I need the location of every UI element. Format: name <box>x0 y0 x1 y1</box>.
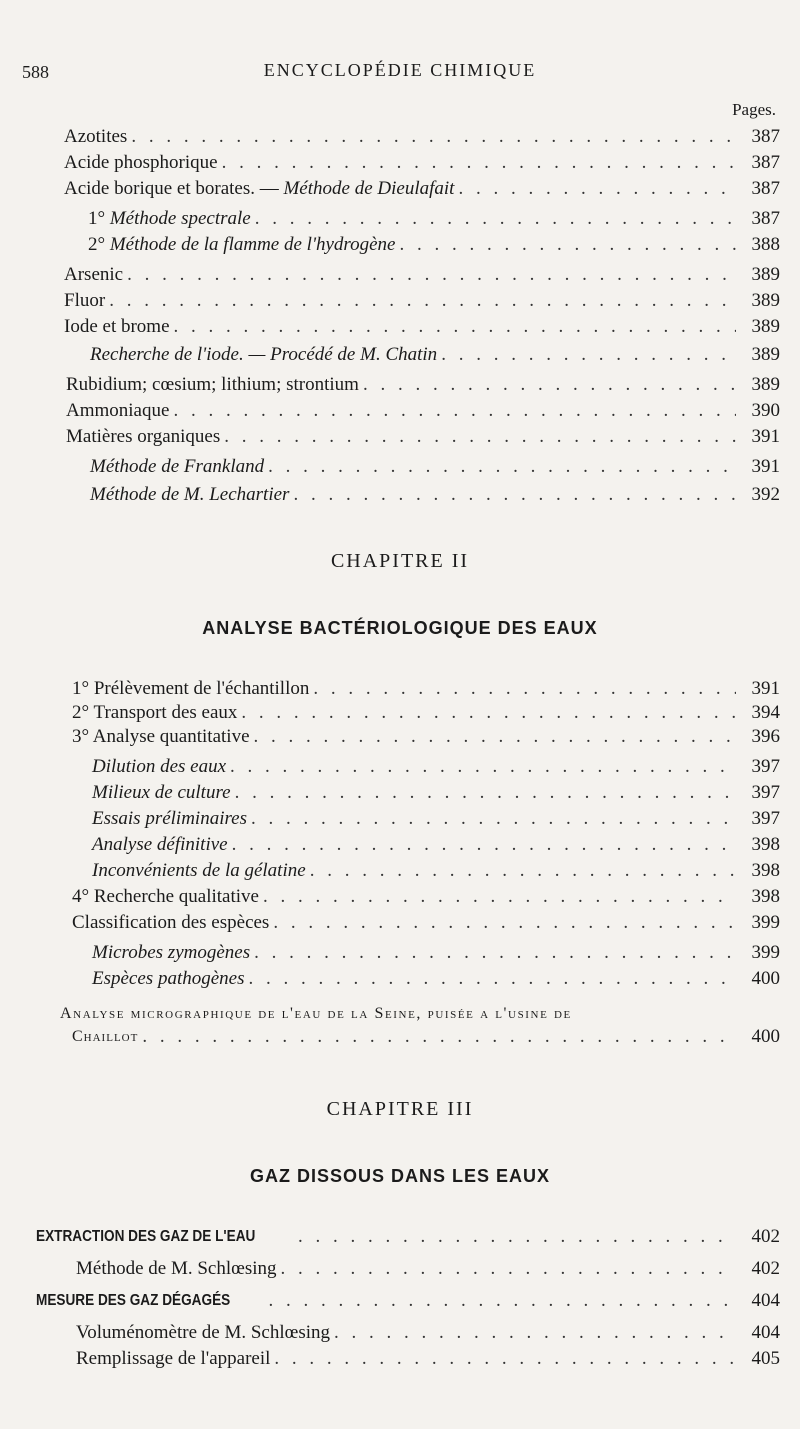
toc-entry: Acide phosphorique . . . 387 <box>0 150 800 176</box>
pages-column-label: Pages. <box>732 100 776 119</box>
toc-entry: Espèces pathogènes . . . 400 <box>0 966 800 992</box>
toc-entry: Rubidium; cœsium; lithium; strontium . . . 389 <box>0 372 800 398</box>
toc-entry: 2° Transport des eaux . . . 394 <box>0 700 800 726</box>
toc-entry: Remplissage de l'appareil . . . 405 <box>0 1346 800 1372</box>
toc-entry: EXTRACTION DES GAZ DE L'EAU . . . 402 <box>0 1224 800 1250</box>
toc-entry: 4° Recherche qualitative . . . 398 <box>0 884 800 910</box>
toc-entry: Méthode de Frankland . . . 391 <box>0 454 800 480</box>
chapter-title: ANALYSE BACTÉRIOLOGIQUE DES EAUX <box>202 618 598 638</box>
page-header <box>0 60 800 90</box>
toc-entry: Inconvénients de la gélatine . . . 398 <box>0 858 800 884</box>
toc-entry: Essais préliminaires . . . 397 <box>0 806 800 832</box>
toc-entry: Voluménomètre de M. Schlœsing . . . 404 <box>0 1320 800 1346</box>
toc-entry: Microbes zymogènes . . . 399 <box>0 940 800 966</box>
toc-entry: Acide borique et borates. — Méthode de Dieulafait . . . 387 <box>0 176 800 202</box>
toc-entry: Recherche de l'iode. — Procédé de M. Chatin . . . 389 <box>0 342 800 368</box>
toc-entry: Milieux de culture . . . 397 <box>0 780 800 806</box>
toc-entry: MESURE DES GAZ DÉGAGÉS . . . 404 <box>0 1288 800 1314</box>
chapter-heading: CHAPITRE III <box>326 1098 474 1120</box>
toc-entry: Dilution des eaux . . . 397 <box>0 754 800 780</box>
toc-entry: Chaillot . . . 400 <box>0 1024 800 1050</box>
page-number: 588 <box>22 62 49 82</box>
chapter-heading: CHAPITRE II <box>330 550 470 572</box>
toc-entry: Ammoniaque . . . 390 <box>0 398 800 424</box>
toc-entry: 2° Méthode de la flamme de l'hydrogène . . . 388 <box>0 232 800 258</box>
running-title: ENCYCLOPÉDIE CHIMIQUE <box>263 60 537 80</box>
toc-entry: Méthode de M. Schlœsing . . . 402 <box>0 1256 800 1282</box>
toc-entry: Analyse définitive . . . 398 <box>0 832 800 858</box>
toc-entry: Méthode de M. Lechartier . . . 392 <box>0 482 800 508</box>
toc-entry: Matières organiques . . . 391 <box>0 424 800 450</box>
toc-entry: 1° Méthode spectrale . . . 387 <box>0 206 800 232</box>
toc-entry: 3° Analyse quantitative . . . 396 <box>0 724 800 750</box>
toc-entry: Classification des espèces . . . 399 <box>0 910 800 936</box>
toc-entry: Arsenic . . . 389 <box>0 262 800 288</box>
toc-entry: Fluor . . . 389 <box>0 288 800 314</box>
toc-entry: 1° Prélèvement de l'échantillon . . . 391 <box>0 676 800 702</box>
toc-entry-micrographic: Analyse micrographique de l'eau de la Seine, puisée a l'usine de <box>60 1005 572 1022</box>
chapter-title: GAZ DISSOUS DANS LES EAUX <box>249 1166 551 1186</box>
toc-entry: Iode et brome . . . 389 <box>0 314 800 340</box>
toc-entry: Azotites . . . 387 <box>0 124 800 150</box>
